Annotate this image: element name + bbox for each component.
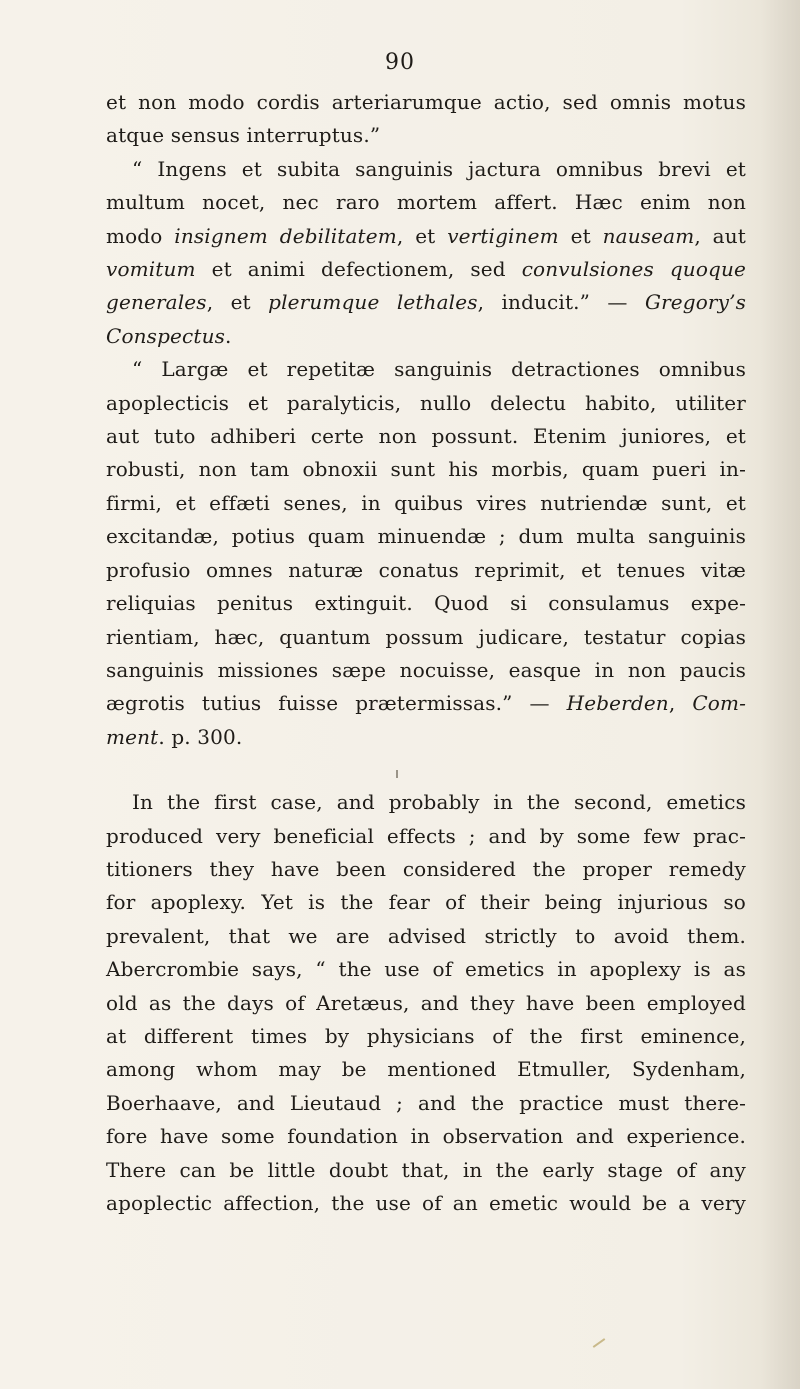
pencil-mark (593, 1338, 606, 1348)
text-line: rientiam, hæc, quantum possum judicare, testatur copias (106, 624, 746, 649)
italic-text: Gregory’s (644, 290, 746, 315)
text-line: aut tuto adhiberi certe non possunt. Etenim juniores, et (106, 424, 746, 449)
italic-text: vertiginem (447, 223, 559, 248)
text-line: for apoplexy. Yet is the fear of their being injurious so (106, 890, 746, 915)
paragraph-1 (106, 86, 746, 153)
text-line: firmi, et effæti senes, in quibus vires nutriendæ sunt, et (106, 490, 746, 515)
text-line: Conspectus. (106, 323, 232, 348)
text-line: atque sensus interruptus.” (106, 123, 381, 148)
text-line: ægrotis tutius fuisse prætermissas.” — Heberden, Com- (106, 691, 746, 716)
italic-text: generales (106, 290, 207, 315)
paragraph-4 (106, 786, 746, 1220)
text-line: among whom may be mentioned Etmuller, Sydenham, (106, 1057, 746, 1082)
paragraph-gap (106, 754, 746, 786)
text-line: produced very beneficial effects ; and by some few prac- (106, 823, 746, 848)
page-body (106, 86, 746, 1220)
text-line: In the first case, and probably in the second, emetics (132, 790, 746, 815)
text-line: There can be little doubt that, in the early stage of any (106, 1157, 746, 1182)
text-line: apoplectic affection, the use of an emetic would be a very (106, 1191, 746, 1215)
italic-text: vomitum (106, 257, 196, 282)
italic-text: ment (106, 724, 159, 749)
paragraph-2 (106, 153, 746, 353)
italic-text: insignem debilitatem (174, 223, 397, 248)
italic-text: Com- (692, 691, 746, 716)
italic-text: convulsiones quoque (521, 257, 746, 282)
italic-text: Conspectus (106, 323, 226, 348)
text-line: “ Ingens et subita sanguinis jactura omnibus brevi et (132, 156, 746, 181)
text-line: sanguinis missiones sæpe nocuisse, easque in non paucis (106, 657, 746, 682)
text-line: old as the days of Aretæus, and they have been employed (106, 990, 746, 1015)
text-line: excitandæ, potius quam minuendæ ; dum multa sanguinis (106, 524, 746, 549)
print-speck (396, 770, 398, 778)
text-line: multum nocet, nec raro mortem affert. Hæc enim non (106, 190, 746, 215)
italic-text: plerumque lethales (268, 290, 478, 315)
paragraph-3 (106, 353, 746, 754)
text-line: prevalent, that we are advised strictly to avoid them. (106, 923, 746, 948)
text-line: generales, et plerumque lethales, inducit.” — Gregory’s (106, 290, 746, 315)
text-line: fore have some foundation in observation and experience. (106, 1124, 746, 1149)
text-line: vomitum et animi defectionem, sed convulsiones quoque (106, 257, 746, 282)
text-line: ment. p. 300. (106, 724, 243, 749)
text-line: modo insignem debilitatem, et vertiginem et nauseam, aut (106, 223, 746, 248)
text-line: “ Largæ et repetitæ sanguinis detractiones omnibus (132, 357, 746, 382)
text-line: apoplecticis et paralyticis, nullo delectu habito, utiliter (106, 390, 746, 415)
text-line: at different times by physicians of the first eminence, (106, 1023, 746, 1048)
text-line: profusio omnes naturæ conatus reprimit, et tenues vitæ (106, 557, 746, 582)
text-line: et non modo cordis arteriarumque actio, sed omnis motus (106, 90, 746, 114)
page-number: 90 (385, 50, 415, 75)
text-line: robusti, non tam obnoxii sunt his morbis, quam pueri in- (106, 457, 746, 482)
text-line: Abercrombie says, “ the use of emetics in apoplexy is as (106, 957, 746, 982)
text-line: Boerhaave, and Lieutaud ; and the practice must there- (106, 1090, 746, 1115)
italic-text: Heberden (566, 691, 669, 716)
text-line: titioners they have been considered the proper remedy (106, 856, 746, 881)
italic-text: nauseam (602, 223, 695, 248)
text-line: reliquias penitus extinguit. Quod si consulamus expe- (106, 591, 746, 616)
